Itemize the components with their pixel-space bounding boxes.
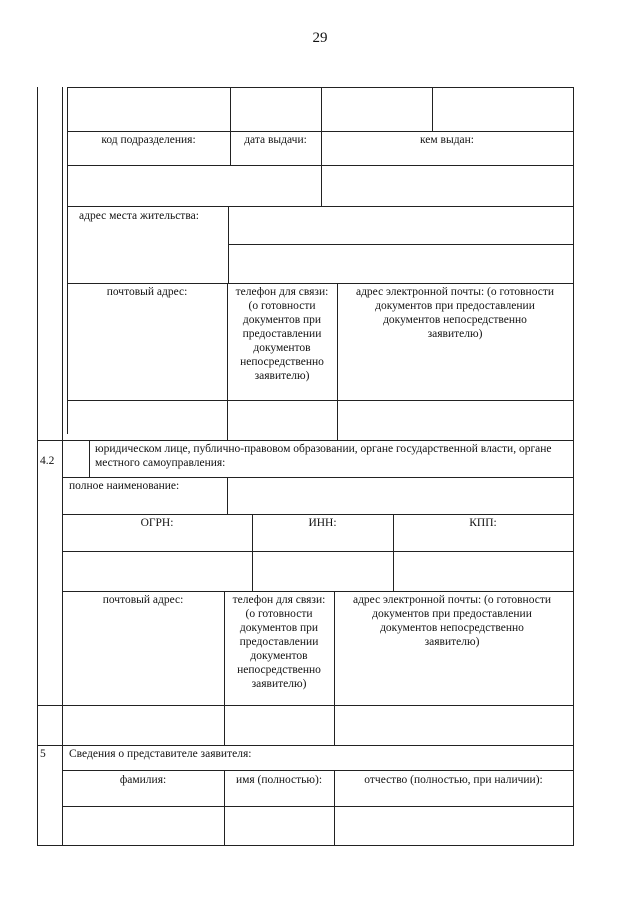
cell-border bbox=[252, 514, 253, 591]
postal-address-label: почтовый адрес: bbox=[106, 286, 188, 298]
cell-border bbox=[334, 591, 335, 745]
row-border bbox=[62, 551, 573, 552]
cell-border bbox=[224, 770, 225, 846]
cell-border bbox=[230, 87, 231, 165]
issued-by-label: кем выдан: bbox=[419, 134, 475, 146]
legal-phone-label: телефон для связи: (о готовности документов при предоставлении документов непосредственно заявителю) bbox=[232, 594, 326, 690]
phone-label: телефон для связи: (о готовности документов при предоставлении документов непосредственно заявителю) bbox=[235, 286, 329, 382]
cell-border bbox=[337, 283, 338, 440]
inn-label: ИНН: bbox=[308, 517, 337, 529]
issue-date-label: дата выдачи: bbox=[244, 134, 307, 146]
cell-border bbox=[227, 477, 228, 514]
row-border bbox=[37, 745, 573, 746]
section-5-number: 5 bbox=[40, 748, 46, 760]
ogrn-label: ОГРН: bbox=[140, 517, 174, 529]
cell-border bbox=[393, 514, 394, 591]
row-border bbox=[62, 806, 573, 807]
row-border bbox=[67, 283, 573, 284]
cell-border bbox=[321, 87, 322, 131]
cell-border bbox=[227, 283, 228, 440]
kpp-label: КПП: bbox=[469, 517, 497, 529]
table-border-bottom bbox=[37, 845, 573, 846]
table-border-right bbox=[573, 87, 574, 846]
section-4-2-number: 4.2 bbox=[40, 455, 55, 467]
cell-border bbox=[321, 131, 322, 206]
section-5-heading: Сведения о представителе заявителя: bbox=[69, 748, 252, 760]
row-border bbox=[62, 770, 573, 771]
page-number: 29 bbox=[312, 30, 328, 46]
cell-border bbox=[432, 87, 433, 131]
surname-label: фамилия: bbox=[119, 774, 167, 786]
full-name-label: полное наименование: bbox=[69, 480, 180, 492]
legal-email-label: адрес электронной почты: (о готовности документов при предоставлении документов непосредственно заявителю) bbox=[352, 594, 552, 648]
legal-postal-address-label: почтовый адрес: bbox=[102, 594, 184, 606]
division-code-label: код подразделения: bbox=[101, 134, 196, 146]
row-border bbox=[37, 705, 573, 706]
row-border bbox=[67, 131, 573, 132]
row-border bbox=[67, 206, 573, 207]
application-form-table bbox=[37, 87, 575, 846]
row-border bbox=[67, 87, 573, 88]
cell-border bbox=[224, 591, 225, 745]
section-4-2-heading: юридическом лице, публично-правовом образовании, органе государственной власти, органе местного самоуправления: bbox=[95, 443, 552, 469]
table-border-left bbox=[37, 87, 38, 846]
row-border bbox=[228, 244, 573, 245]
row-border bbox=[62, 514, 573, 515]
row-border bbox=[67, 400, 573, 401]
residence-address-label: адрес места жительства: bbox=[79, 210, 199, 222]
row-border bbox=[37, 440, 573, 441]
name-label: имя (полностью): bbox=[235, 774, 323, 786]
row-border bbox=[62, 477, 573, 478]
row-border bbox=[62, 591, 573, 592]
row-border bbox=[67, 165, 573, 166]
patronymic-label: отчество (полностью, при наличии): bbox=[364, 774, 543, 786]
cell-border bbox=[334, 770, 335, 846]
cell-border bbox=[89, 440, 90, 477]
email-label: адрес электронной почты: (о готовности документов при предоставлении документов непосредственно заявителю) bbox=[355, 286, 555, 340]
number-column-divider bbox=[62, 87, 63, 846]
